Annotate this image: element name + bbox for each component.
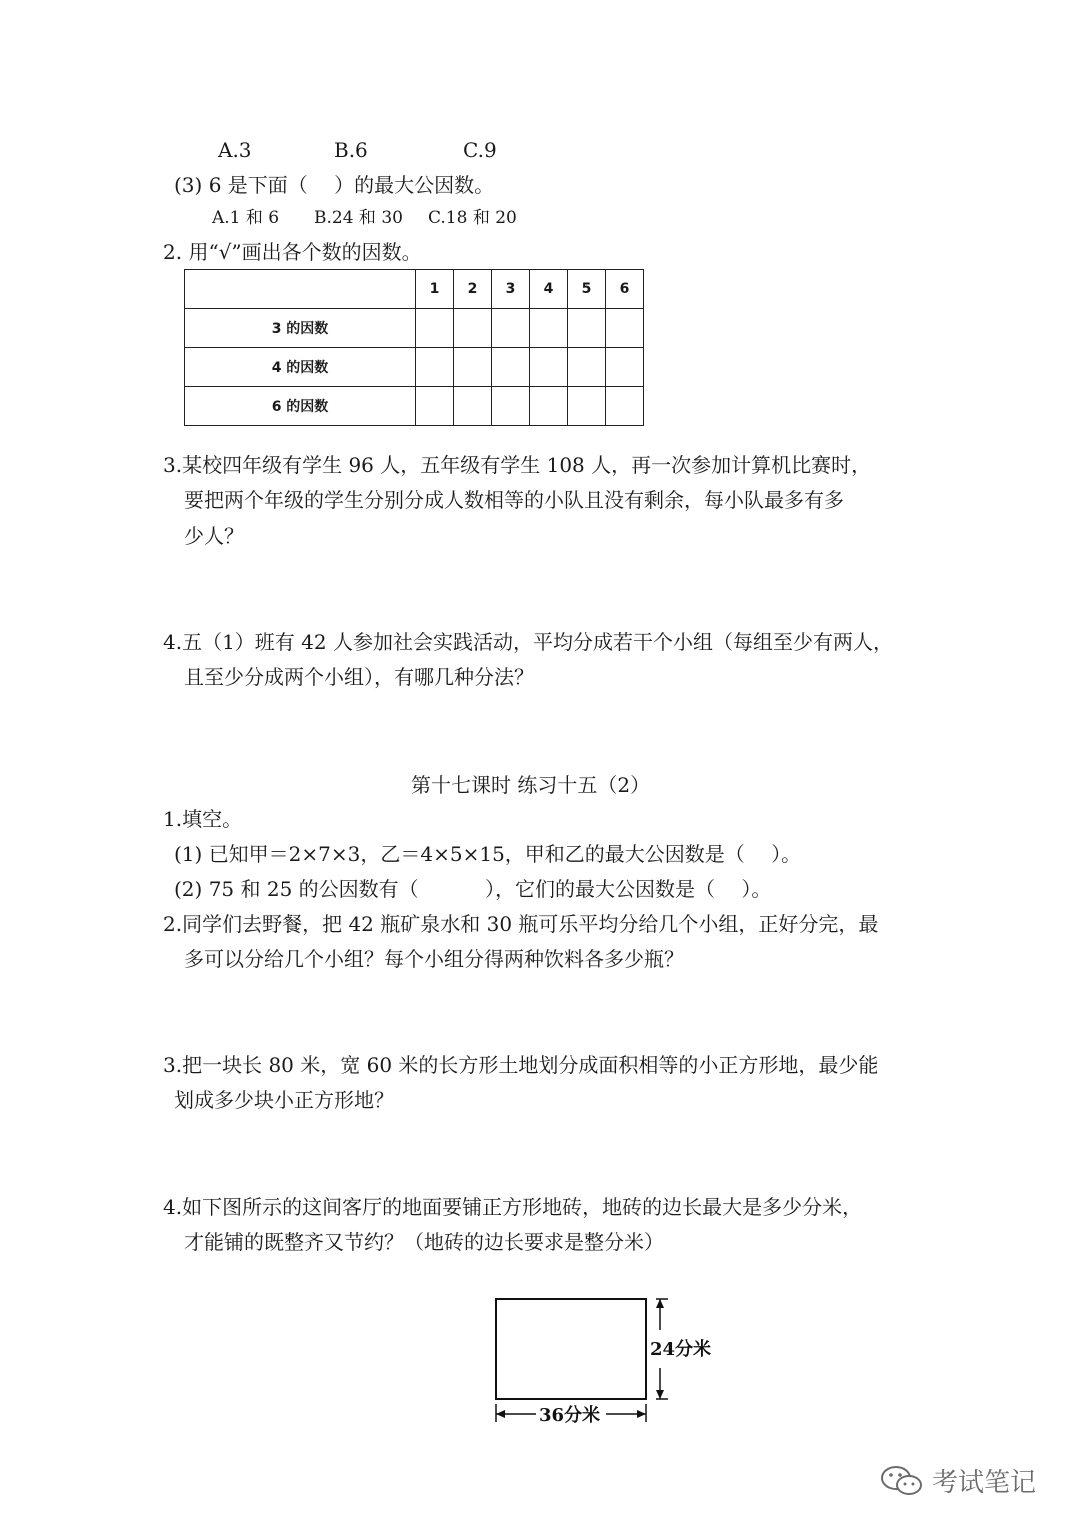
q3-option-a: A.1 和 6 [212, 208, 280, 228]
table-corner-cell [185, 270, 416, 309]
answer-cell[interactable] [454, 387, 492, 426]
answer-cell[interactable] [492, 348, 530, 387]
watermark [880, 1462, 1036, 1499]
table-header-cell: 2 [454, 270, 492, 309]
problem-3-line-1: 3.把一块长 80 米，宽 60 米的长方形土地划分成面积相等的小正方形地，最少能 [163, 1053, 879, 1077]
answer-cell[interactable] [416, 387, 454, 426]
answer-cell[interactable] [492, 309, 530, 348]
question-4-line-2: 且至少分成两个小组），有哪几种分法？ [184, 665, 534, 689]
answer-cell[interactable] [416, 348, 454, 387]
section-title: 第十七课时 练习十五（2） [411, 773, 651, 797]
question-3-line-1: 3.某校四年级有学生 96 人，五年级有学生 108 人，再一次参加计算机比赛时， [163, 453, 872, 477]
answer-cell[interactable] [568, 387, 606, 426]
room-rectangle-figure [488, 1290, 728, 1440]
answer-cell[interactable] [606, 348, 644, 387]
answer-cell[interactable] [606, 387, 644, 426]
table-header-cell: 4 [530, 270, 568, 309]
answer-cell[interactable] [530, 348, 568, 387]
question-4-line-1: 4.五（1）班有 42 人参加社会实践活动，平均分成若干个小组（每组至少有两人， [163, 630, 893, 654]
table-header-cell: 6 [606, 270, 644, 309]
fill-title: 1.填空。 [163, 807, 243, 831]
answer-cell[interactable] [530, 387, 568, 426]
table-header-cell: 5 [568, 270, 606, 309]
answer-cell[interactable] [530, 309, 568, 348]
q3-option-b: B.24 和 30 [314, 208, 403, 228]
problem-4-line-2: 才能铺的既整齐又节约？（地砖的边长要求是整分米） [184, 1230, 664, 1254]
room-rectangle [496, 1299, 646, 1399]
fill-item-1: (1) 已知甲＝2×7×3，乙＝4×5×15，甲和乙的最大公因数是（ ）。 [174, 842, 802, 866]
table-row [185, 387, 644, 426]
problem-3-line-2: 划成多少块小正方形地？ [174, 1088, 394, 1112]
option-a: A.3 [218, 138, 252, 162]
wechat-icon [880, 1464, 924, 1498]
table-header-cell: 3 [492, 270, 530, 309]
table-row-label: 3 的因数 [185, 309, 416, 348]
answer-cell[interactable] [454, 348, 492, 387]
width-label: 36分米 [539, 1405, 601, 1426]
problem-4-line-1: 4.如下图所示的这间客厅的地面要铺正方形地砖，地砖的边长最大是多少分米， [163, 1195, 863, 1219]
height-label: 24分米 [650, 1339, 712, 1360]
table-row-label: 6 的因数 [185, 387, 416, 426]
table-header-row [185, 270, 644, 309]
option-b: B.6 [334, 138, 368, 162]
question-2-title: 2. 用“√”画出各个数的因数。 [163, 240, 422, 264]
q3-option-c: C.18 和 20 [428, 208, 517, 228]
problem-2-line-1: 2.同学们去野餐，把 42 瓶矿泉水和 30 瓶可乐平均分给几个小组，正好分完，最 [163, 912, 879, 936]
answer-cell[interactable] [568, 309, 606, 348]
table-header-cell: 1 [416, 270, 454, 309]
answer-cell[interactable] [454, 309, 492, 348]
question-3-line-2: 要把两个年级的学生分别分成人数相等的小队且没有剩余，每小队最多有多 [184, 488, 844, 512]
option-c: C.9 [463, 138, 497, 162]
table-row [185, 348, 644, 387]
watermark-text: 考试笔记 [932, 1468, 1037, 1498]
fill-item-2: (2) 75 和 25 的公因数有（ ），它们的最大公因数是（ ）。 [174, 877, 772, 901]
table-row-label: 4 的因数 [185, 348, 416, 387]
problem-2-line-2: 多可以分给几个小组？每个小组分得两种饮料各多少瓶？ [184, 947, 684, 971]
answer-cell[interactable] [606, 309, 644, 348]
factor-table [184, 269, 644, 426]
answer-cell[interactable] [568, 348, 606, 387]
question-3-line-3: 少人？ [184, 524, 244, 548]
answer-cell[interactable] [416, 309, 454, 348]
table-row [185, 309, 644, 348]
question-3-stem: (3) 6 是下面（ ）的最大公因数。 [174, 173, 495, 197]
answer-cell[interactable] [492, 387, 530, 426]
